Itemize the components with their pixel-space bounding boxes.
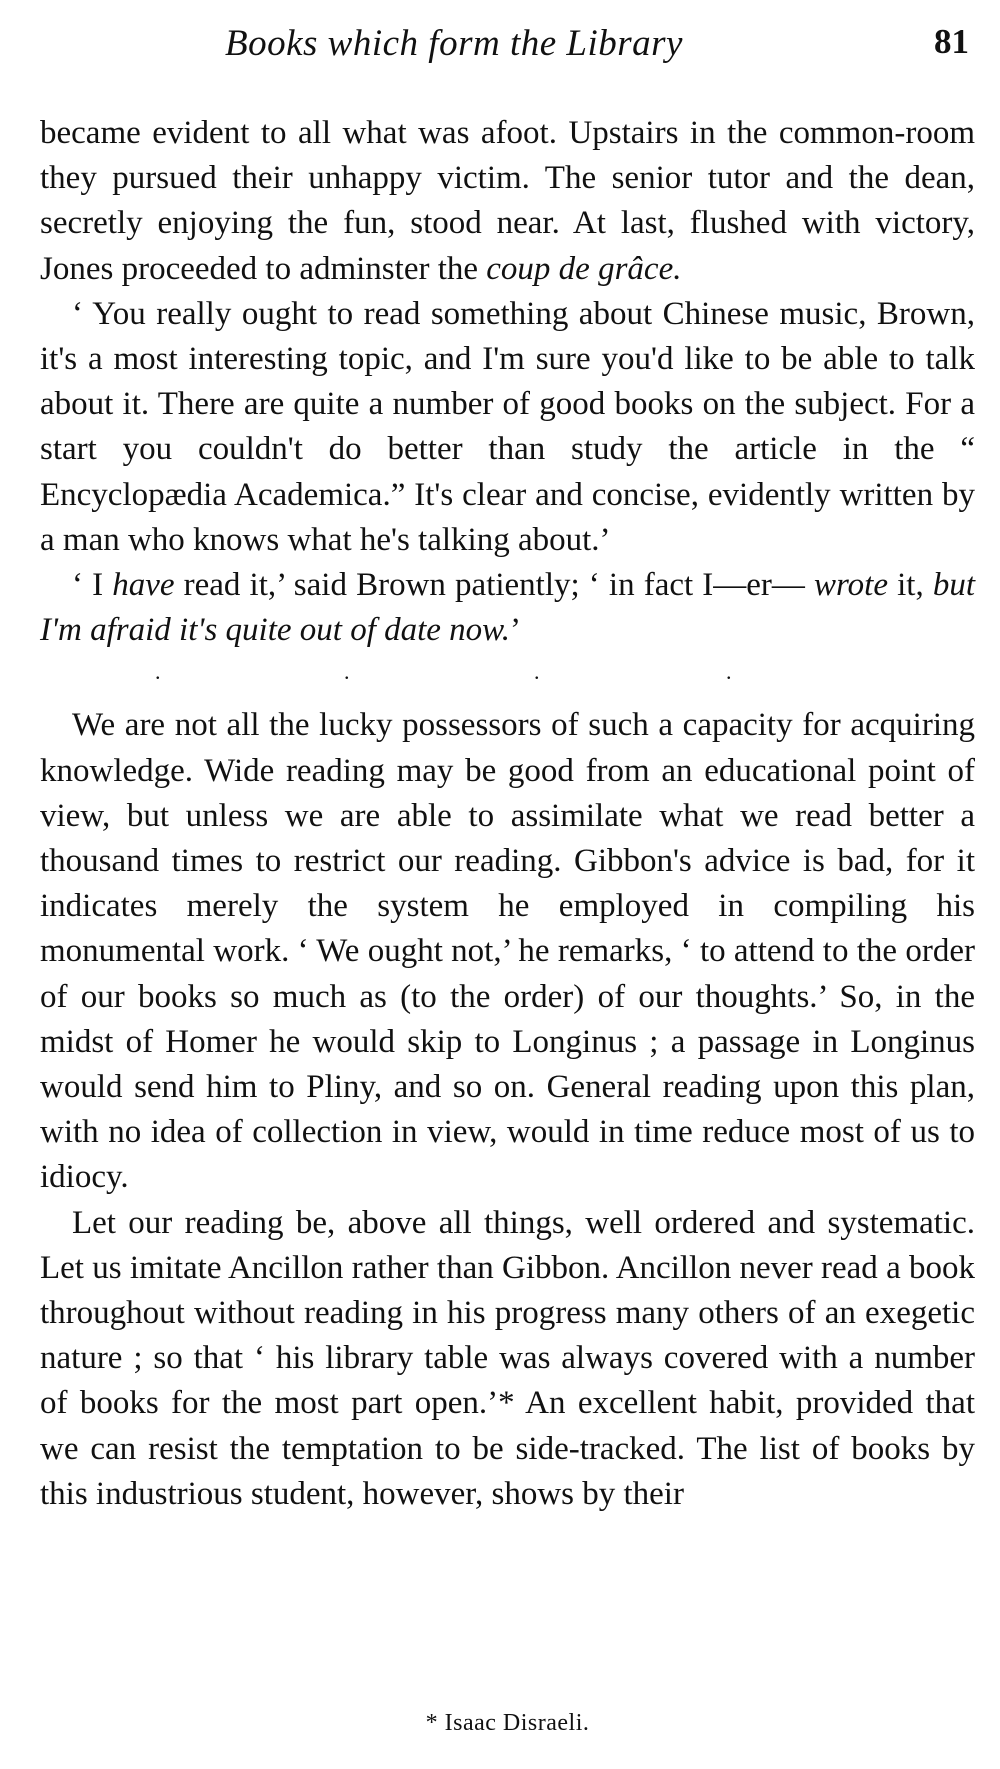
paragraph-5: [40, 1201, 975, 1517]
paragraph-2: [40, 292, 975, 563]
break-dot: .: [534, 659, 540, 685]
italic-phrase: have: [112, 567, 175, 604]
text-span: Let our reading be, above all things, well ordered and systematic. Let us imitate Ancillon rather than Gibbon. Ancillon never read a book throughout without reading in his progress many others of an exegetic nature ; so that ‘ his library table was always covered with a number of books for the most part open.’* An excellent habit, provided that we can resist the temptation to be side-tracked. The list of books by this industrious student, however, shows by their: [40, 1204, 975, 1512]
footnote: * Isaac Disraeli.: [425, 1710, 590, 1736]
text-span: it,: [887, 567, 933, 604]
running-head: Books which form the Library: [225, 23, 683, 64]
text-span: We are not all the lucky possessors of such a capacity for acquiring knowledge. Wide reading may be good from an educational point of view, but unless we are able to assimilate what we read better a thousand times to restrict our reading. Gibbon's advice is bad, for it indicates merely the system he employed in compiling his monumental work. ‘ We ought not,’ he remarks, ‘ to attend to the order of our books so much as (to the order) of our thoughts.’ So, in the midst of Homer he would skip to Longinus ; a passage in Longinus would send him to Pliny, and so on. General reading upon this plan, with no idea of collection in view, would in time reduce most of us to idiocy.: [40, 707, 975, 1196]
italic-phrase: wrote: [814, 567, 888, 604]
text-span: ’: [510, 612, 521, 649]
break-dot: .: [344, 659, 350, 685]
page-number: 81: [934, 22, 969, 61]
body-text: [40, 111, 975, 1517]
italic-phrase: coup de grâce.: [486, 250, 682, 287]
text-span: became evident to all what was afoot. Upstairs in the common-room they pursued their unhappy victim. The senior tutor and the dean, secretly enjoying the fun, stood near. At last, flushed with victory, Jones proceeded to adminster the: [40, 115, 975, 287]
break-dot: .: [155, 659, 161, 685]
page-header: [40, 0, 975, 90]
paragraph-1: [40, 111, 975, 292]
text-span: read it,’ said Brown patiently; ‘ in fact I—er—: [174, 567, 815, 604]
text-span: ‘ You really ought to read something about Chinese music, Brown, it's a most interesting topic, and I'm sure you'd like to be able to talk about it. There are quite a number of good books on the subject. For a start you couldn't do better than study the article in the “ Encyclopædia Academica.” It's clear and concise, evidently written by a man who knows what he's talking about.’: [40, 295, 975, 558]
section-break: [40, 661, 975, 689]
text-span: ‘ I: [72, 567, 113, 604]
break-dot: .: [726, 659, 732, 685]
italic-phrase: but I'm afraid it's quite out of date now.: [40, 567, 975, 649]
paragraph-3: [40, 563, 975, 653]
book-page: [40, 0, 975, 1736]
paragraph-4: [40, 703, 975, 1200]
